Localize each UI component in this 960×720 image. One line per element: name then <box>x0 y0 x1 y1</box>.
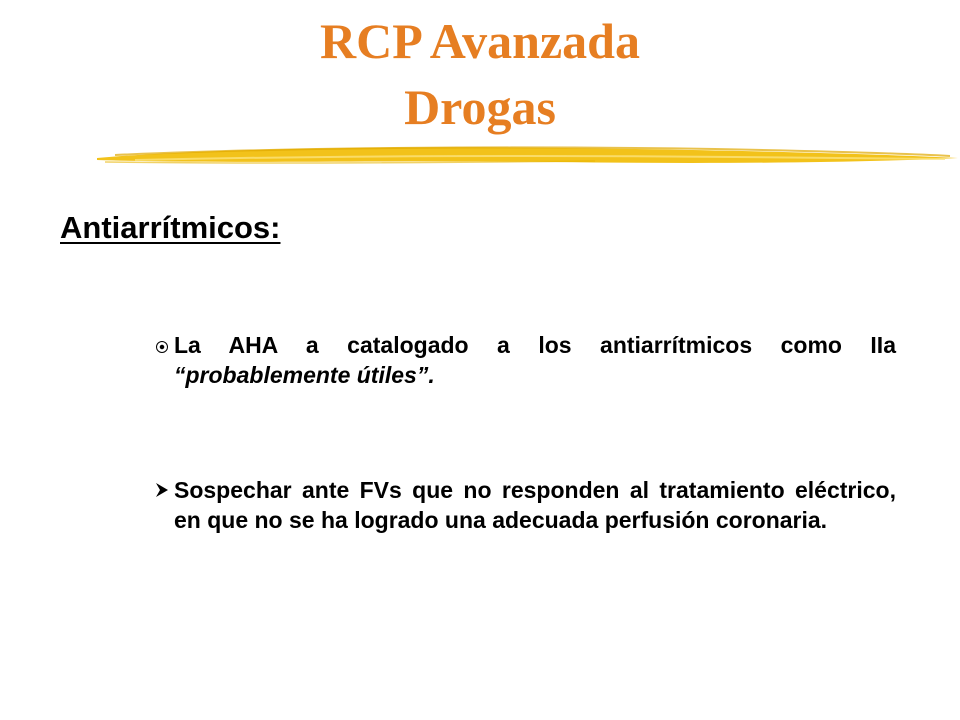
bullet-1-text <box>174 330 896 390</box>
slide-title <box>0 8 960 140</box>
circle-dot-bullet-icon <box>150 330 174 360</box>
title-line-1: RCP Avanzada <box>320 13 640 69</box>
arrow-bullet-icon <box>150 475 174 505</box>
bullet-1-text-italic: “probablemente útiles”. <box>174 362 435 388</box>
brush-stroke-divider <box>95 138 960 178</box>
bullet-item-2 <box>150 475 896 535</box>
bullet-item-1 <box>150 330 896 390</box>
bullet-2-text: Sospechar ante FVs que no responden al tratamiento eléctrico, en que no se ha logrado una adecuada perfusión coronaria. <box>174 477 896 533</box>
bullet-1-text-plain: La AHA a catalogado a los antiarrítmicos como IIa <box>174 332 896 358</box>
title-line-2: Drogas <box>404 79 556 135</box>
section-heading: Antiarrítmicos: <box>60 210 281 245</box>
